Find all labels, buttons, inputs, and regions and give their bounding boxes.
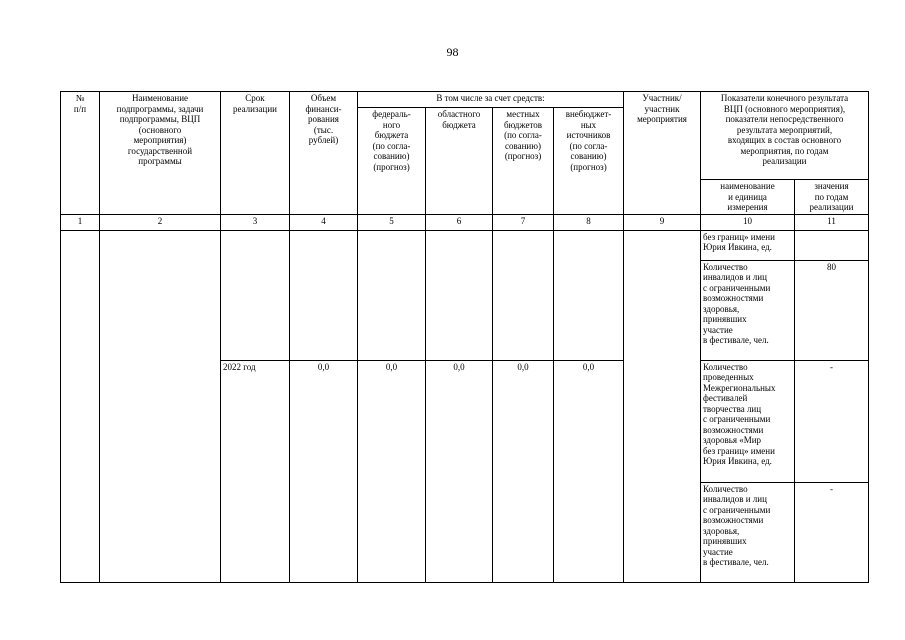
column-number: 4 [290,214,358,230]
cell-empty-regional [426,230,493,360]
column-number: 8 [554,214,624,230]
cell-empty-participant [624,230,701,583]
header-federal: федераль- ного бюджета (по согла- сованию) (прогноз) [358,108,426,215]
indicator-value: - [795,360,869,482]
indicator-value: - [795,482,869,582]
indicator-value: 80 [795,260,869,360]
column-number: 1 [61,214,100,230]
column-number: 6 [426,214,493,230]
table-row [61,230,869,260]
header-indicator-values: значения по годам реализации [795,180,869,215]
column-number: 7 [493,214,554,230]
volume-cell: 0,0 [290,360,358,583]
indicator-value [795,230,869,260]
cell-empty-local [493,230,554,360]
header-local: местных бюджетов (по согла- сованию) (прогноз) [493,108,554,215]
cell-empty-name [100,230,221,583]
program-table [60,91,869,583]
cell-empty-extra [554,230,624,360]
column-number: 2 [100,214,221,230]
column-numbers-row [61,214,869,230]
indicator-name: Количество проведенных Межрегиональных фестивалей творчества лиц с ограниченными возможностями здоровья «Мир без границ» имени Юрия Ивкина, ед. [701,360,795,482]
cell-empty-volume [290,230,358,360]
indicator-name: Количество инвалидов и лиц с ограниченными возможностями здоровья, принявших участие в фестивале, чел. [701,260,795,360]
header-participant: Участник/ участник мероприятия [624,92,701,215]
indicator-name: Количество инвалидов и лиц с ограниченными возможностями здоровья, принявших участие в фестивале, чел. [701,482,795,582]
regional-cell: 0,0 [426,360,493,583]
federal-cell: 0,0 [358,360,426,583]
extra-cell: 0,0 [554,360,624,583]
header-period: Срок реализации [221,92,290,215]
header-extra: внебюджет- ных источников (по согла- сованию) (прогноз) [554,108,624,215]
column-number: 3 [221,214,290,230]
header-indicators-group: Показатели конечного результата ВЦП (основного мероприятия), показатели непосредственного результата мероприятий, входящих в состав основного мероприятия, по годам реализации [701,92,869,180]
cell-empty-period [221,230,290,360]
column-number: 9 [624,214,701,230]
local-cell: 0,0 [493,360,554,583]
header-name: Наименование подпрограммы, задачи подпрограммы, ВЦП (основного мероприятия) государственной программы [100,92,221,215]
column-number: 11 [795,214,869,230]
header-number: № п/п [61,92,100,215]
indicator-name: без границ» имени Юрия Ивкина, ед. [701,230,795,260]
period-cell: 2022 год [221,360,290,583]
cell-empty-federal [358,230,426,360]
header-regional: областного бюджета [426,108,493,215]
header-indicator-name: наименование и единица измерения [701,180,795,215]
column-number: 5 [358,214,426,230]
page-number: 98 [446,45,459,59]
column-number: 10 [701,214,795,230]
header-volume: Объем финанси- рования (тыс. рублей) [290,92,358,215]
cell-empty-number [61,230,100,583]
header-sources-group: В том числе за счет средств: [358,92,624,108]
